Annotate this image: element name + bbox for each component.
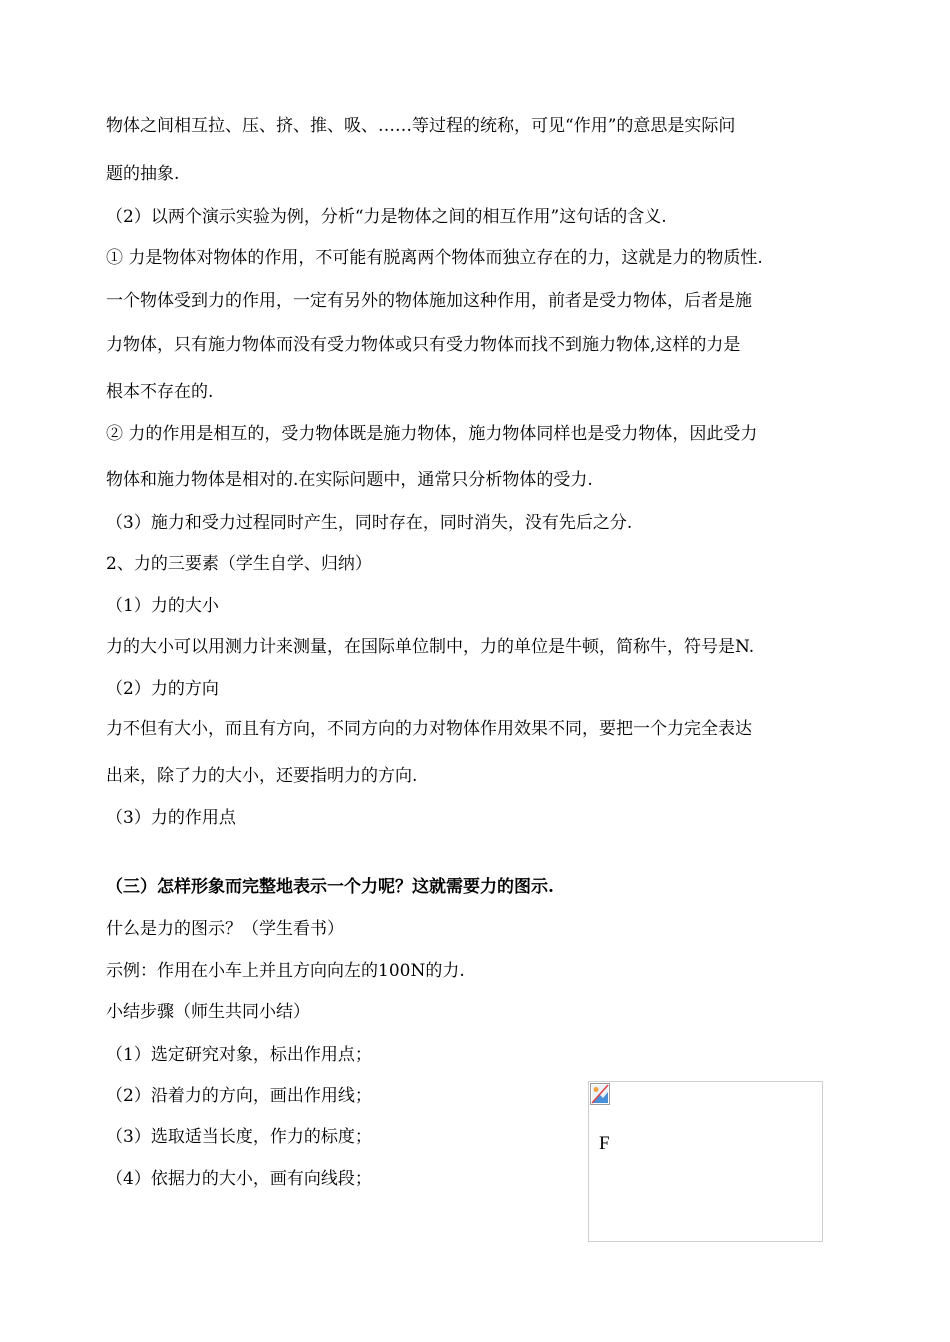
- body-line-4: ① 力是物体对物体的作用，不可能有脱离两个物体而独立存在的力，这就是力的物质性.: [106, 248, 763, 268]
- section-heading: （三）怎样形象而完整地表示一个力呢？这就需要力的图示.: [106, 877, 554, 897]
- body-line-15: 力不但有大小，而且有方向，不同方向的力对物体作用效果不同，要把一个力完全表达: [106, 719, 752, 739]
- body-line-13: 力的大小可以用测力计来测量，在国际单位制中，力的单位是牛顿，简称牛，符号是N.: [106, 637, 755, 657]
- force-label: F: [599, 1133, 610, 1154]
- body-line-2: 题的抽象.: [106, 164, 180, 184]
- body-line-7: 根本不存在的.: [106, 382, 214, 402]
- body-line-14: （2）力的方向: [106, 679, 219, 699]
- body-line-11: 2、力的三要素（学生自学、归纳）: [106, 554, 372, 574]
- body-line-6: 力物体，只有施力物体而没有受力物体或只有受力物体而找不到施力物体,这样的力是: [106, 335, 741, 355]
- force-diagram-figure: [588, 1081, 823, 1242]
- body-line-8: ② 力的作用是相互的，受力物体既是施力物体，施力物体同样也是受力物体，因此受力: [106, 424, 758, 444]
- body-line-1: 物体之间相互拉、压、挤、推、吸、……等过程的统称，可见“作用”的意思是实际问: [106, 116, 736, 136]
- broken-image-icon: [590, 1083, 610, 1105]
- body-line-17: （3）力的作用点: [106, 808, 236, 828]
- body-line-20: 小结步骤（师生共同小结）: [106, 1002, 310, 1022]
- body-line-3: （2）以两个演示实验为例，分析“力是物体之间的相互作用”这句话的含义.: [106, 207, 667, 227]
- body-line-10: （3）施力和受力过程同时产生，同时存在，同时消失，没有先后之分.: [106, 513, 633, 533]
- body-line-5: 一个物体受到力的作用，一定有另外的物体施加这种作用，前者是受力物体，后者是施: [106, 291, 752, 311]
- body-line-9: 物体和施力物体是相对的.在实际问题中，通常只分析物体的受力.: [106, 470, 593, 490]
- body-line-16: 出来，除了力的大小，还要指明力的方向.: [106, 766, 418, 786]
- step-4: （4）依据力的大小，画有向线段；: [106, 1169, 372, 1189]
- body-line-18: 什么是力的图示？（学生看书）: [106, 919, 344, 939]
- body-line-12: （1）力的大小: [106, 596, 219, 616]
- step-3: （3）选取适当长度，作力的标度；: [106, 1127, 372, 1147]
- step-1: （1）选定研究对象，标出作用点；: [106, 1045, 372, 1065]
- body-line-19: 示例：作用在小车上并且方向向左的100N的力.: [106, 961, 465, 981]
- step-2: （2）沿着力的方向，画出作用线；: [106, 1086, 372, 1106]
